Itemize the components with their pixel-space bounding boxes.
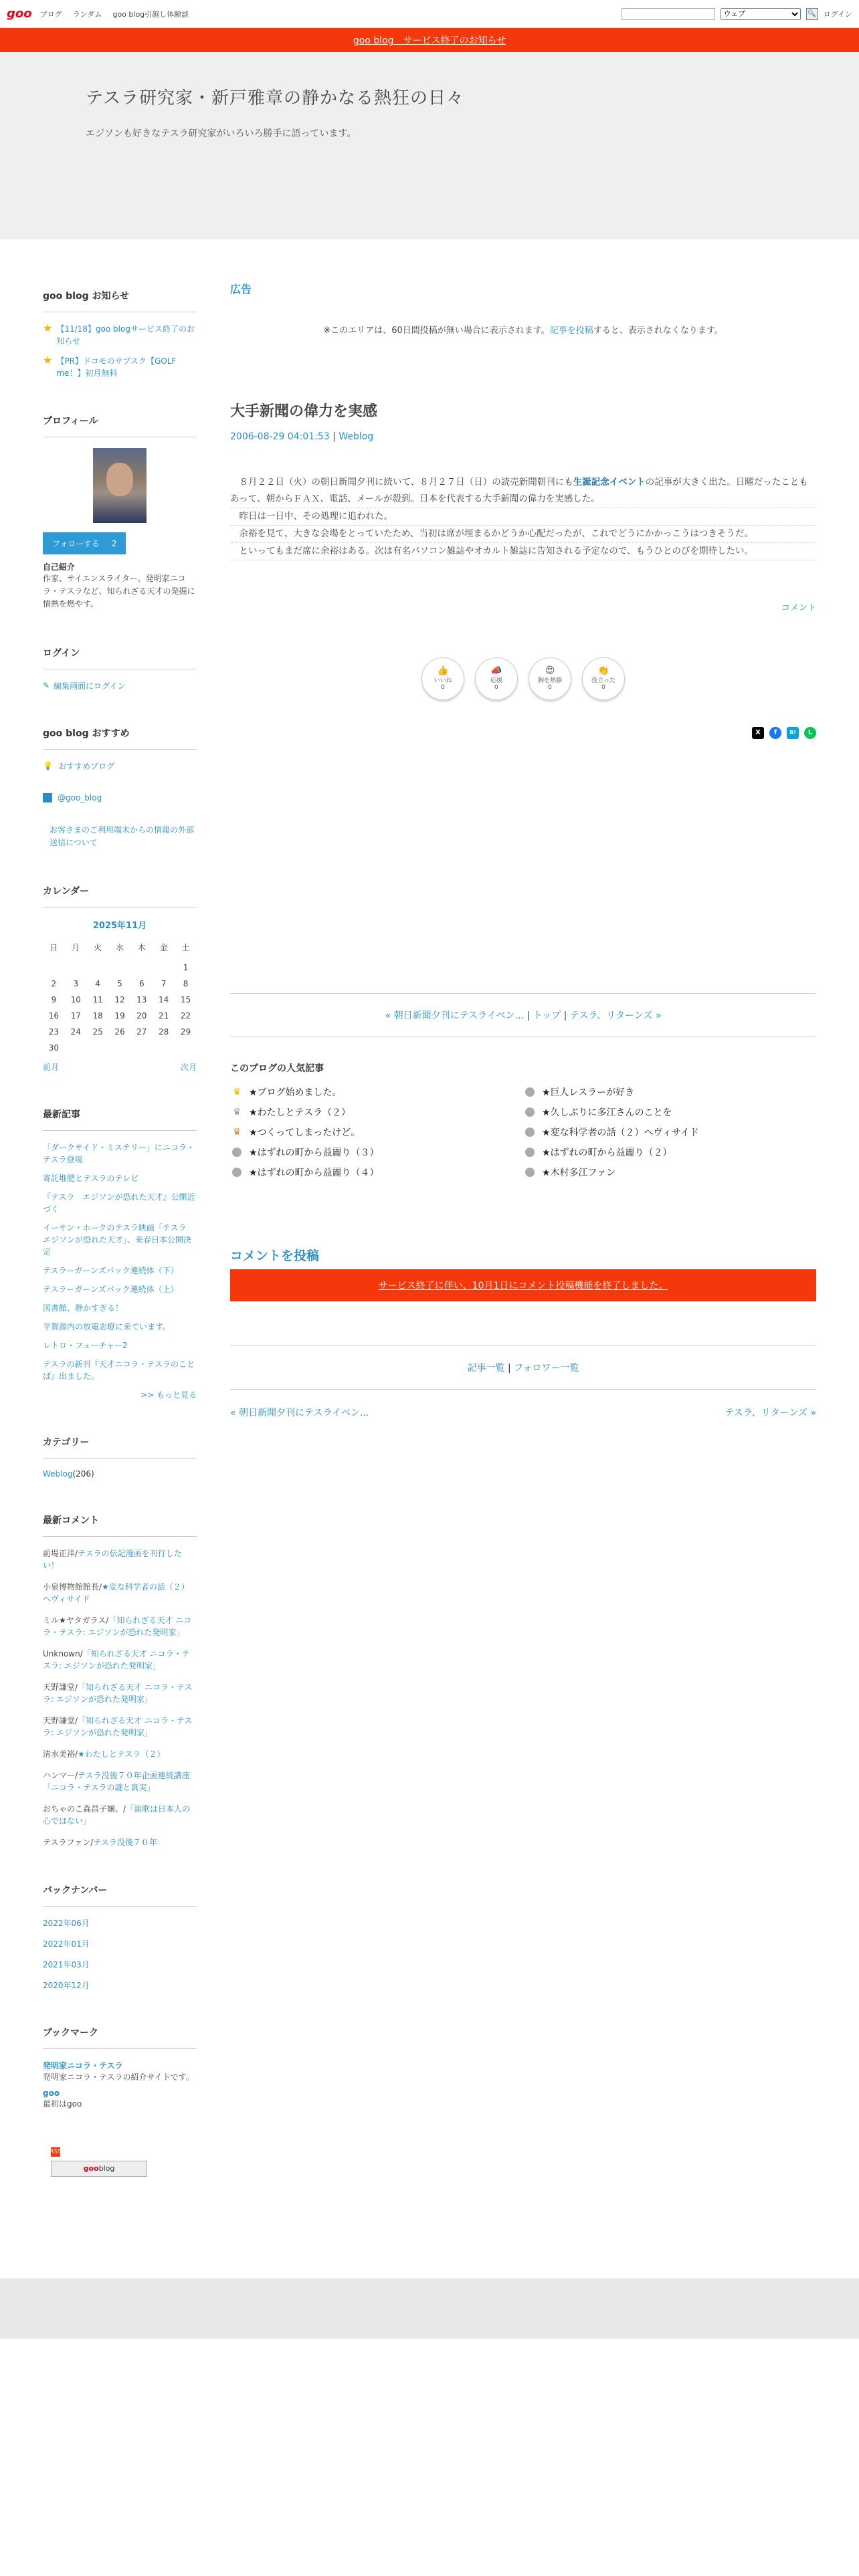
calendar-day: 21 [159,1010,169,1021]
popular-article-link[interactable]: ★変な科学者の話（２）ヘヴィサイド [542,1127,699,1138]
popular-article-link[interactable]: ★わたしとテスラ（２） [249,1107,351,1118]
calendar-weekday: 火 [94,942,102,952]
comment-article-link[interactable]: テスラ没後７０年企画連続講座「ニコラ・テスラの謎と真実」 [43,1770,190,1792]
calendar-day [175,1040,197,1056]
comment-author: 小泉博物館館長/ [43,1582,102,1592]
profile-section [43,414,197,611]
edit-login-label: 編集画面にログイン [54,681,126,691]
calendar-weekday: 水 [115,942,124,952]
pager-prev-link[interactable]: « 朝日新聞夕刊にテスライベン... [385,1010,524,1021]
comment-author: ハンマー/ [43,1770,78,1780]
nav-migration[interactable]: goo blog引越し体験談 [112,9,189,19]
popular-article-link[interactable]: ★久しぶりに多江さんのことを [542,1107,672,1118]
comment-article-link[interactable]: 「演歌は日本人の心ではない」 [43,1804,191,1826]
calendar-day [109,1040,131,1056]
calendar-section [43,884,197,1073]
recommend-section [43,726,197,849]
popular-item [523,1085,816,1099]
popular-item [230,1166,523,1179]
rank-dot-icon [525,1168,535,1177]
followers-list-link[interactable]: フォロワー一覧 [514,1362,579,1374]
pager [230,993,816,1037]
calendar-week [43,1008,197,1024]
calendar-day: 1 [183,962,189,972]
blog-header [0,52,859,239]
login-section [43,646,197,691]
calendar-day: 20 [136,1010,147,1021]
recent-article-link[interactable]: レトロ・フューチャー2 [43,1340,128,1350]
rank-dot-icon [232,1148,242,1157]
rank-dot-icon [525,1128,535,1137]
notice-section [43,289,197,379]
popular-heading: このブログの人気記事 [230,1063,324,1074]
calendar-day: 27 [136,1027,147,1037]
calendar-day: 8 [183,978,189,988]
footer [0,2278,859,2339]
post-title[interactable]: 大手新聞の偉力を実感 [230,403,378,420]
post-text: の記事が大きく出た。日曜だったこともあって、朝からＦＡＸ、電話、メールが殺到。日本を代表する大手新聞の偉力を実感した。 [230,477,808,504]
calendar-weekday: 月 [72,942,80,952]
popular-article-link[interactable]: ★ブログ始めました。 [249,1087,342,1098]
reaction-icon: 📣 [490,665,502,677]
star-icon: ★ [43,354,53,366]
share-buttons [230,727,816,739]
popular-article-link[interactable]: ★木村多江ファン [542,1167,616,1178]
rank-dot-icon [525,1148,535,1157]
recommend-blog-label: おすすめブログ [58,761,115,771]
blog-title[interactable]: テスラ研究家・新戸雅章の静かなる熱狂の日々 [86,88,464,108]
comments-heading: 最新コメント [43,1513,197,1537]
pager-top-link[interactable]: トップ [533,1010,561,1021]
post-category-link[interactable]: Weblog [339,431,374,442]
calendar-month[interactable]: 2025年11月 [92,920,147,931]
reaction-button[interactable] [529,657,571,700]
recent-article-link[interactable]: 平賀源内の放電志燈に来ています。 [43,1321,171,1331]
top-bar [0,0,859,28]
recent-article-link[interactable]: 寄託堆肥とテスラのテレビ [43,1173,139,1183]
bookmark-heading: ブックマーク [43,2026,197,2049]
calendar-day [87,1040,109,1056]
avatar[interactable] [93,448,147,523]
recent-article-link[interactable]: テスラーガーンズパック連続体（上） [43,1284,179,1294]
list-links [230,1346,816,1390]
calendar-day: 4 [95,978,100,988]
calendar-day [109,960,131,976]
search-button[interactable]: 🔍 [806,8,818,20]
calendar-day: 22 [180,1010,191,1021]
pencil-icon: ✎ [43,681,50,691]
recent-article-link[interactable]: テスラーガーンズパック連続体（下） [43,1265,179,1275]
goo-blog-badge[interactable] [51,2161,147,2177]
calendar-day: 14 [159,994,169,1004]
notice-item [43,355,197,379]
calendar-day: 30 [48,1043,60,1053]
follow-button[interactable] [43,532,126,554]
recent-article-link[interactable]: 「ダークサイド・ミステリー」にニコラ・テスラ登場 [43,1142,195,1164]
comment-author: おちゃのこ森昌子嬢、/ [43,1804,126,1814]
notice-heading: goo blog お知らせ [43,289,197,312]
crown-icon: ♛ [232,1126,242,1138]
ad-text [230,323,816,336]
service-notice-bar [0,28,859,52]
hatena-share-icon[interactable]: B! [787,727,799,739]
calendar-weekday: 金 [159,942,168,952]
calendar-weekday: 土 [181,942,190,952]
popular-article-link[interactable]: ★はずれの町から益麗り（４） [249,1167,379,1178]
rank-dot-icon [525,1107,535,1117]
next-article-link[interactable]: テスラ、リターンズ » [725,1407,816,1418]
comment-author: 天野謙堂/ [43,1715,78,1725]
calendar-day: 13 [136,994,147,1004]
pager-sep: | [563,1010,570,1021]
popular-list [230,1085,816,1179]
calendar-day: 16 [48,1010,60,1021]
reaction-button[interactable] [421,657,464,700]
popular-item [523,1105,816,1119]
popular-item [230,1125,523,1139]
bookmark-desc: 最初はgoo [43,2099,82,2109]
calendar-week [43,976,197,992]
calendar-day [130,960,153,976]
recent-article-link[interactable]: 図書館、静かすぎる！ [43,1303,124,1313]
reaction-count: 0 [441,684,445,691]
reaction-label: 応援 [490,677,502,685]
calendar-heading: カレンダー [43,884,197,907]
popular-item [523,1146,816,1159]
recent-heading: 最新記事 [43,1107,197,1131]
rank-dot-icon [525,1087,535,1097]
post-article-link[interactable]: 記事を投稿 [549,326,593,336]
comment-item [43,1769,197,1794]
comment-item [43,1614,197,1638]
reaction-label: 胸を熱腺 [537,677,562,685]
comment-article-link[interactable]: 「知られざる天才 ニコラ・テスラ: エジソンが恐れた発明家」 [43,1615,192,1637]
prev-next-nav [230,1406,816,1419]
comment-article-link[interactable]: 「知られざる天才 ニコラ・テスラ: エジソンが恐れた発明家」 [43,1648,190,1671]
calendar-day: 3 [73,978,79,988]
more-link[interactable]: >> もっと見る [140,1390,197,1400]
category-item [43,1469,197,1479]
backnumber-item[interactable]: 2020年12月 [43,1980,90,1990]
facebook-share-icon[interactable]: f [769,727,781,739]
category-count: (206) [72,1469,94,1479]
backnumber-section [43,1883,197,1991]
reaction-count: 0 [601,684,605,691]
rank-dot-icon [232,1168,242,1177]
calendar-day: 10 [70,994,81,1004]
calendar-prev-link[interactable]: 前月 [43,1062,60,1072]
popular-item [523,1166,816,1179]
calendar-day: 2 [51,978,57,988]
popular-item [523,1125,816,1139]
post-text: ８月２２日（火）の朝日新聞夕刊に続いて、８月２７日（日）の読売新聞朝刊にも [230,477,573,488]
calendar-day: 9 [51,994,57,1004]
comment-article-link[interactable]: ★わたしとテスラ（２） [78,1749,165,1759]
comment-article-link[interactable]: テスラの伝記漫画を刊行したい！ [43,1548,182,1570]
calendar-week [43,1040,197,1056]
calendar-day [65,960,87,976]
badge-goo: goo [83,2164,99,2173]
recent-article-link[interactable]: 『テスラ エジソンが恐れた天才』公開近づく [43,1192,195,1214]
calendar-day: 6 [138,978,145,988]
comment-author: テスラファン/ [43,1837,94,1847]
self-intro-title: 自己紹介 [43,562,76,572]
popular-item [230,1085,523,1099]
comment-item [43,1803,197,1827]
login-heading: ログイン [43,646,197,669]
recent-section [43,1107,197,1400]
recommend-heading: goo blog おすすめ [43,726,197,750]
bookmark-desc: 発明家ニコラ・テスラの紹介サイトです。 [43,2072,194,2082]
content-wrap [0,239,859,2278]
popular-article-link[interactable]: ★はずれの町から益麗り（２） [542,1147,672,1158]
prev-article-link[interactable]: « 朝日新聞夕刊にテスライベン... [230,1407,369,1418]
comment-article-link[interactable]: ★変な科学者の話（２）ヘヴィサイド [43,1582,189,1604]
lightbulb-icon: 💡 [43,761,53,771]
calendar-table [43,938,197,1056]
pager-sep: | [527,1010,533,1021]
backnumber-item[interactable]: 2021年03月 [43,1959,90,1969]
x-share-icon[interactable]: X [752,727,764,739]
calendar-week [43,960,197,976]
calendar-weekday: 日 [50,942,58,952]
badge-rest: blog [98,2164,115,2173]
comment-link[interactable]: コメント [781,603,816,613]
post-comment-heading: コメントを投稿 [230,1248,320,1263]
calendar-day: 15 [180,994,191,1004]
post-body [230,474,816,560]
comments-section [43,1513,197,1848]
notice-link[interactable]: 【11/18】goo blogサービス終了のお知らせ [56,324,195,346]
post-paragraph: といってもまだ席に余裕はある。次は有名パソコン雑誌やオカルト雑誌に告知される予定なので、もうひとのびを期待したい。 [230,543,816,560]
crown-icon: ♛ [232,1086,242,1097]
follow-label: フォローする [52,539,100,548]
top-nav [40,9,197,19]
category-heading: カテゴリー [43,1435,197,1459]
comment-author: Unknown/ [43,1648,83,1658]
reaction-button[interactable] [475,657,518,700]
comment-author: 前場正洋/ [43,1548,78,1558]
popular-article-link[interactable]: ★つくってしまったけど。 [249,1127,361,1138]
comment-item [43,1681,197,1705]
calendar-week [43,992,197,1008]
calendar-day: 25 [92,1027,103,1037]
reaction-icon: 👏 [597,665,609,677]
goo-logo[interactable]: goo [7,7,32,21]
star-icon: ★ [43,322,53,334]
calendar-day: 18 [92,1010,103,1021]
comment-author: ミル★ヤタガラス/ [43,1615,109,1625]
calendar-day [65,1040,87,1056]
calendar-day: 28 [159,1027,169,1037]
calendar-day [87,960,109,976]
twitter-icon [43,793,52,802]
comment-article-link[interactable]: 「知られざる天才 ニコラ・テスラ: エジソンが恐れた発明家」 [43,1715,193,1737]
sidebar [43,280,197,2212]
popular-item [230,1146,523,1159]
ad-label: 広告 [230,283,252,296]
calendar-day: 23 [48,1027,60,1037]
twitter-link[interactable] [43,793,197,802]
backnumber-heading: バックナンバー [43,1883,197,1907]
post-datetime: 2006-08-29 04:01:53 [230,431,330,442]
notice-link[interactable]: 【PR】ドコモのサブスク【GOLF me！】初月無料 [56,356,177,378]
reaction-buttons [230,657,816,700]
category-link[interactable]: Weblog [43,1469,73,1479]
calendar-day [43,960,65,976]
comment-author: 天野謙堂/ [43,1682,78,1692]
recent-article-link[interactable]: イーサン・ホークのテスラ映画「テスラ エジソンが恐れた天才」、来春日本公開決定 [43,1222,195,1257]
reaction-count: 0 [494,684,498,691]
comment-end-notice [230,1269,816,1301]
nav-blog[interactable]: ブログ [39,9,62,19]
reaction-icon: 😍 [545,665,555,677]
bookmark-title[interactable]: goo [43,2088,60,2098]
calendar-weekday: 木 [137,942,146,952]
top-right [622,8,852,20]
backnumber-item[interactable]: 2022年01月 [43,1939,90,1949]
list-sep: | [507,1362,514,1374]
category-section [43,1435,197,1479]
calendar-day: 5 [117,978,122,988]
calendar-day: 26 [114,1027,125,1037]
calendar-next-link[interactable]: 次月 [180,1062,197,1072]
calendar-day: 12 [114,994,125,1004]
articles-list-link[interactable]: 記事一覧 [467,1362,505,1374]
calendar-day: 24 [70,1027,81,1037]
reaction-label: 役立った [591,677,615,685]
crown-icon: ♛ [232,1106,242,1117]
line-share-icon[interactable]: L [804,727,816,739]
profile-heading: プロフィール [43,414,197,437]
blog-description: エジソンも好きなテスラ研究家がいろいろ勝手に語っています。 [86,128,357,139]
edit-login-link[interactable] [43,680,197,691]
reaction-button[interactable] [582,657,625,700]
post-paragraph [230,474,816,508]
popular-item [230,1105,523,1119]
avatar-face [106,463,133,496]
reaction-label: いいね [434,677,452,685]
meta-separator: | [329,431,339,442]
comment-item [43,1648,197,1672]
post-paragraph: 昨日は一日中、その処理に追われた。 [230,508,816,526]
ad-text-before: ※このエリアは、60日間投稿が無い場合に表示されます。 [323,326,550,336]
rss-icon[interactable]: RSS [50,2148,62,2155]
nav-random[interactable]: ランダム [72,9,102,19]
external-info-link[interactable]: お客さまのご利用端末からの情報の外部送信について [50,825,195,847]
login-link[interactable]: ログイン [823,9,852,19]
main-content [230,280,816,2212]
bookmark-title[interactable]: 発明家ニコラ・テスラ [43,2060,123,2070]
notice-item [43,323,197,347]
popular-article-link[interactable]: ★はずれの町から益麗り（３） [249,1147,379,1158]
comment-author: 清水美裕/ [43,1749,78,1759]
calendar-day: 29 [180,1027,191,1037]
post-paragraph: 余裕を見て、大きな会場をとっていたため、当初は席が埋まるかどうか心配だったが、これでどうにかかっこうはつきそうだ。 [230,526,816,543]
comment-item [43,1547,197,1572]
comment-item [43,1836,197,1848]
search-scope-select[interactable] [721,8,801,20]
recommend-blog-link[interactable] [43,760,197,772]
event-keyword-link[interactable]: 生誕記念イベント [573,477,646,488]
calendar-day [130,1040,153,1056]
post-meta [230,431,816,442]
calendar-week [43,1024,197,1040]
calendar-day: 11 [92,994,103,1004]
search-input[interactable] [622,8,715,20]
comment-item [43,1715,197,1739]
recent-article-link[interactable]: テスラの新刊『天才ニコラ・テスラのことば』出ました。 [43,1359,195,1381]
comment-item [43,1581,197,1605]
follow-count: 2 [111,538,117,548]
reaction-icon: 👍 [437,665,449,677]
self-intro-text: 作家、サイエンスライター。発明家ニコラ・テスラなど、知られざる天才の発掘に情熱を燃やす。 [43,574,195,609]
service-notice-link[interactable]: goo blog サービス終了のお知らせ [353,35,506,46]
calendar-day: 7 [161,978,167,988]
backnumber-scroll[interactable] [43,1917,197,1991]
comment-article-link[interactable]: 「知られざる天才 ニコラ・テスラ: エジソンが恐れた発明家」 [43,1682,193,1704]
calendar-day [153,960,175,976]
backnumber-item[interactable]: 2022年06月 [43,1918,90,1928]
pager-next-link[interactable]: テスラ、リターンズ » [569,1010,662,1021]
comment-article-link[interactable]: テスラ没後７０年 [93,1837,157,1847]
calendar-day [153,1040,175,1056]
reaction-count: 0 [548,684,552,691]
ad-text-after: すると、表示されなくなります。 [593,326,723,336]
calendar-day: 17 [70,1010,81,1021]
calendar-nav [43,1061,197,1073]
comment-item [43,1748,197,1760]
comment-end-link[interactable]: サービス終了に伴い、10月1日にコメント投稿機能を終了しました。 [378,1280,668,1291]
twitter-label: @goo_blog [58,792,102,802]
calendar-day: 19 [114,1010,125,1021]
popular-article-link[interactable]: ★巨人レスラーが好き [542,1087,635,1098]
bookmark-section [43,2026,197,2177]
